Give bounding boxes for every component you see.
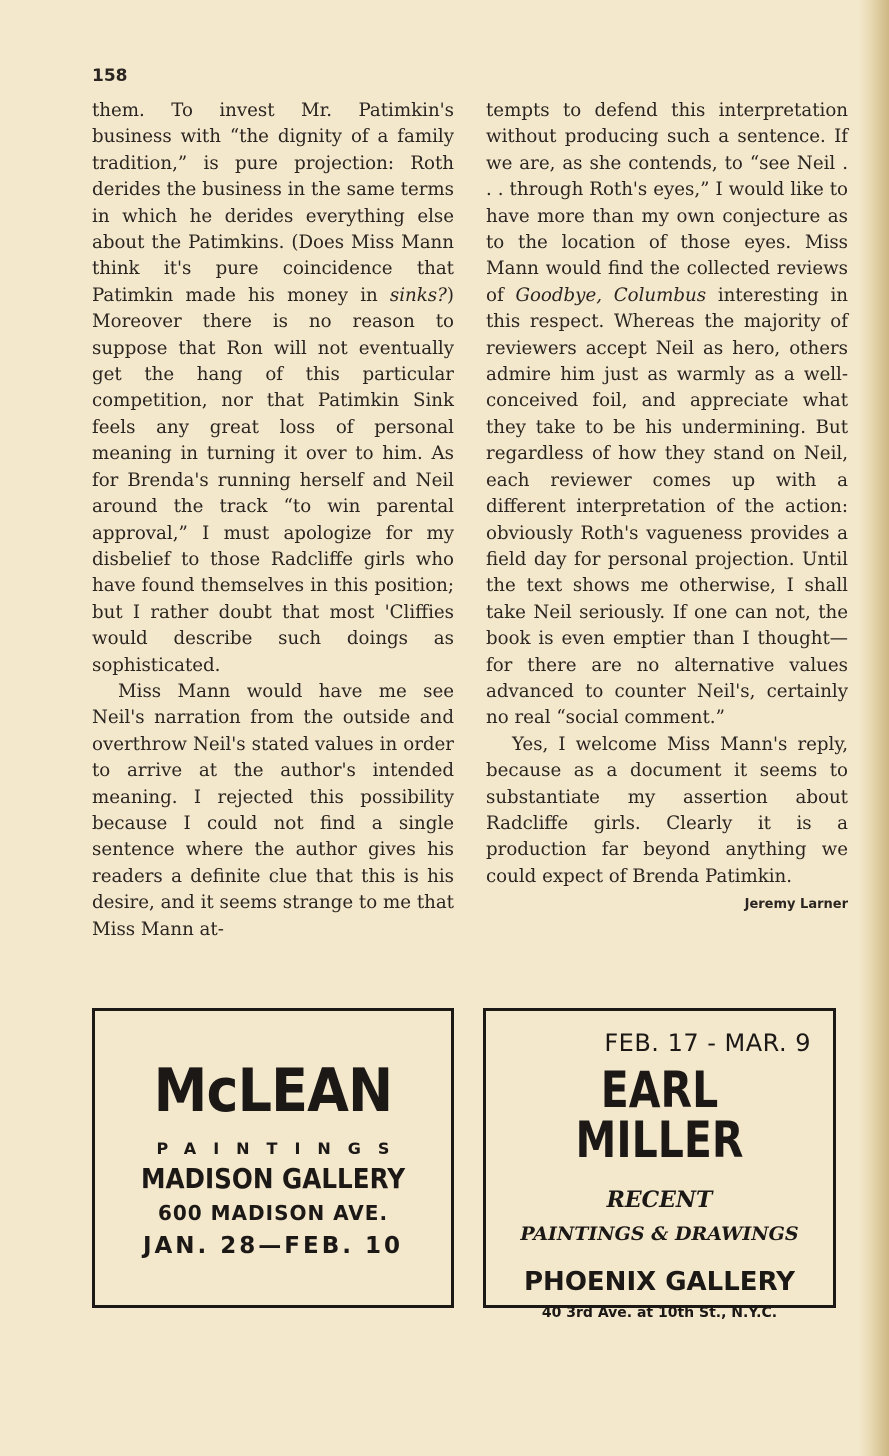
right-p1-italic: Goodbye, Columbus (515, 284, 707, 306)
right-p1-text: tempts to defend this interpretation without producing such a sentence. If we are, as she contends, to “see Neil . . . through Roth's eyes,” I would like to have more than my own conjecture as to the location of those eyes. Miss Mann would find the collected reviews of (486, 100, 848, 306)
right-column (486, 98, 848, 919)
left-paragraph-2: Miss Mann would have me see Neil's narration from the outside and overthrow Neil's stated values in order to arrive at the author's intended meaning. I rejected this possibility because I could not find a single sentence where the author gives his readers a definite clue that this is his desire, and it seems strange to me that Miss Mann at- (92, 680, 454, 940)
left-column (92, 98, 454, 943)
page-number: 158 (92, 66, 128, 86)
left-p1-text: them. To invest Mr. Patimkin's business with “the dignity of a family tradition,” is pure projection: Roth derides the business in the same terms in which he derides everything else about the Patimkins. (Does Miss Mann think it's pure coincidence that Patimkin made his money in (92, 100, 454, 306)
left-p1-end: ) Moreover there is no reason to suppose that Ron will not eventually get the hang of this particular competition, nor that Patimkin Sink feels any great loss of personal meaning in turning it over to him. As for Brenda's running herself and Neil around the track “to win parental approval,” I must apologize for my disbelief to those Radcliffe girls who have found themselves in this position; but I rather doubt that most 'Cliffies would describe such doings as sophisticated. (92, 284, 454, 676)
miller-gallery-name: PHOENIX GALLERY (524, 1267, 795, 1297)
right-paragraph-1 (486, 98, 848, 732)
mclean-dates: JAN. 28—FEB. 10 (142, 1233, 404, 1259)
miller-works-label: PAINTINGS & DRAWINGS (520, 1223, 799, 1245)
left-paragraph-1 (92, 98, 454, 679)
miller-dates: FEB. 17 - MAR. 9 (604, 1029, 811, 1057)
mclean-artist-name: McLEAN (153, 1056, 393, 1126)
page-edge-shadow (859, 0, 889, 1456)
miller-address: 40 3rd Ave. at 10th St., N.Y.C. (541, 1305, 778, 1321)
miller-recent-label: RECENT (606, 1187, 713, 1213)
mclean-address: 600 MADISON AVE. (157, 1201, 389, 1225)
author-signature: Jeremy Larner (744, 897, 848, 913)
miller-artist-name: EARL MILLER (575, 1061, 744, 1169)
right-paragraph-2: Yes, I welcome Miss Mann's reply, because as a document it seems to substantiate my assertion about Radcliffe girls. Clearly it is a production far beyond anything we could expect of Brenda Patimkin. (486, 733, 848, 887)
mclean-gallery-name: MADISON GALLERY (140, 1162, 406, 1195)
left-p1-italic: sinks? (389, 284, 447, 306)
miller-advertisement (483, 1008, 836, 1321)
mclean-advertisement (92, 1008, 454, 1308)
mclean-subtitle: PAINTINGS (156, 1139, 407, 1158)
right-p1-end: interesting in this respect. Whereas the majority of reviewers accept Neil as hero, others admire him just as warmly as a well-conceived foil, and appreciate what they take to be his undermining. But regardless of how they stand on Neil, each reviewer comes up with a different interpretation of the action: obviously Roth's vagueness provides a field day for personal projection. Until the text shows me otherwise, I shall take Neil seriously. If one can not, the book is even emptier than I thought—for there are no alternative values advanced to counter Neil's, certainly no real “social comment.” (486, 284, 848, 729)
